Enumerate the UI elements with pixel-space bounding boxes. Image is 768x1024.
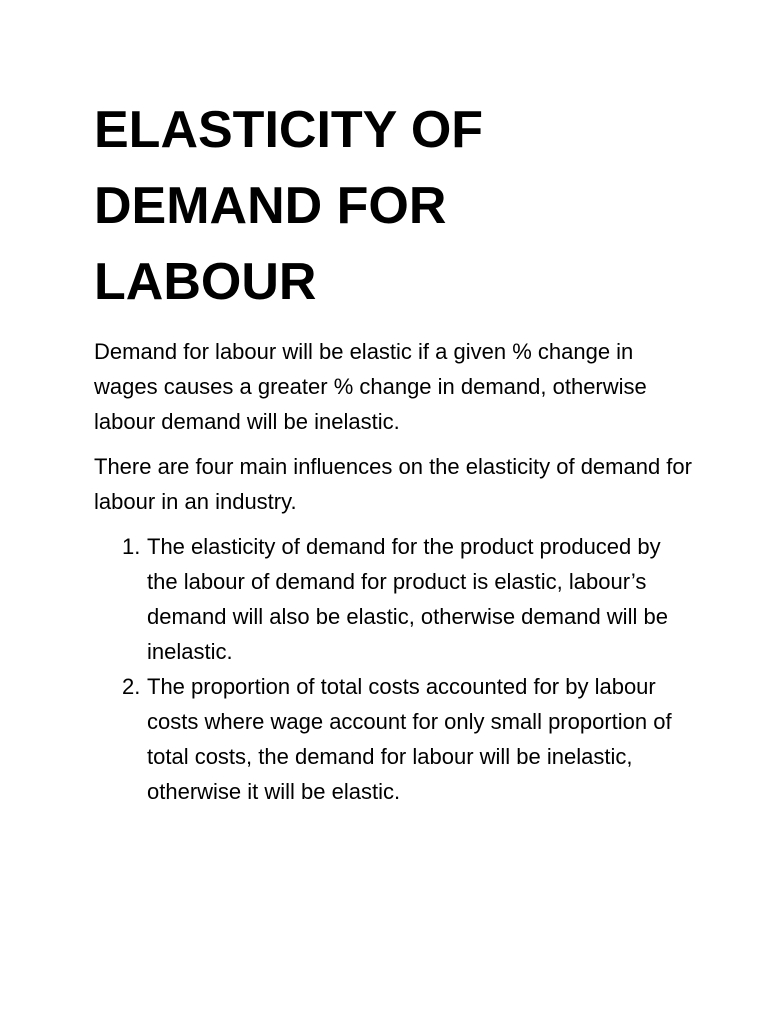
document-title xyxy=(94,92,694,320)
title-line: ELASTICITY OF xyxy=(94,101,484,159)
title-line: DEMAND FOR xyxy=(94,177,447,235)
list-item-number: 2. xyxy=(122,674,141,699)
list-item-text: The elasticity of demand for the product produced by the labour of demand for product is elastic, labour’s demand will also be elastic, otherwise demand will be inelastic. xyxy=(147,534,668,664)
list-item xyxy=(94,529,694,669)
influences-paragraph: There are four main influences on the elasticity of demand for labour in an industry. xyxy=(94,454,692,514)
intro-paragraph: Demand for labour will be elastic if a given % change in wages causes a greater % change in demand, otherwise labour demand will be inelastic. xyxy=(94,339,647,434)
list-item-text: The proportion of total costs accounted for by labour costs where wage account for only small proportion of total costs, the demand for labour will be inelastic, otherwise it will be elastic. xyxy=(147,674,672,804)
list-item-number: 1. xyxy=(122,534,141,559)
influences-list xyxy=(94,529,694,809)
list-item xyxy=(94,669,694,809)
title-line: LABOUR xyxy=(94,253,317,311)
document-page xyxy=(94,92,694,809)
